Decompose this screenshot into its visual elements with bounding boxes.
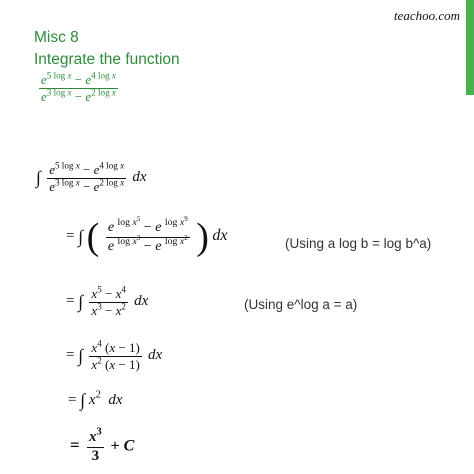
- step-1-note: (Using a log b = log b^a): [285, 236, 432, 251]
- integral-expression: ∫ $\frac{e^{5 log x} - e^{4 log x}}{e^{3 log x} - e^{2 log x}}$ dx: [36, 160, 147, 194]
- question-text: Integrate the function: [34, 51, 180, 68]
- step-2-expression: = ∫ $\frac{x^5 - x^4}{x^3 - x^2}$ dx: [66, 284, 149, 318]
- step-3-expression: = ∫ $\frac{x^4 (x - 1)}{x^2 (x - 1)}$ dx: [66, 338, 163, 372]
- accent-bar: [466, 0, 474, 95]
- question-number: Misc 8: [34, 29, 79, 46]
- step-4-expression: = ∫ $x^2$ dx: [68, 389, 123, 410]
- question-expression: $\frac{e^{5 log x} - e^{4 log x}}{e^{3 log x} - e^{2 log x}}$: [41, 70, 116, 104]
- final-answer: = $\frac{x^3}{3}$ + C: [70, 426, 135, 464]
- step-2-note: (Using e^log a = a): [244, 297, 358, 312]
- brand-logo: teachoo.com: [393, 8, 460, 23]
- step-1-expression: = ∫ ( $\frac{e ^{log x^5} - e ^{log x^9}}{e ^{log x^3} - e ^{log x^2}}$ ) dx: [66, 215, 228, 258]
